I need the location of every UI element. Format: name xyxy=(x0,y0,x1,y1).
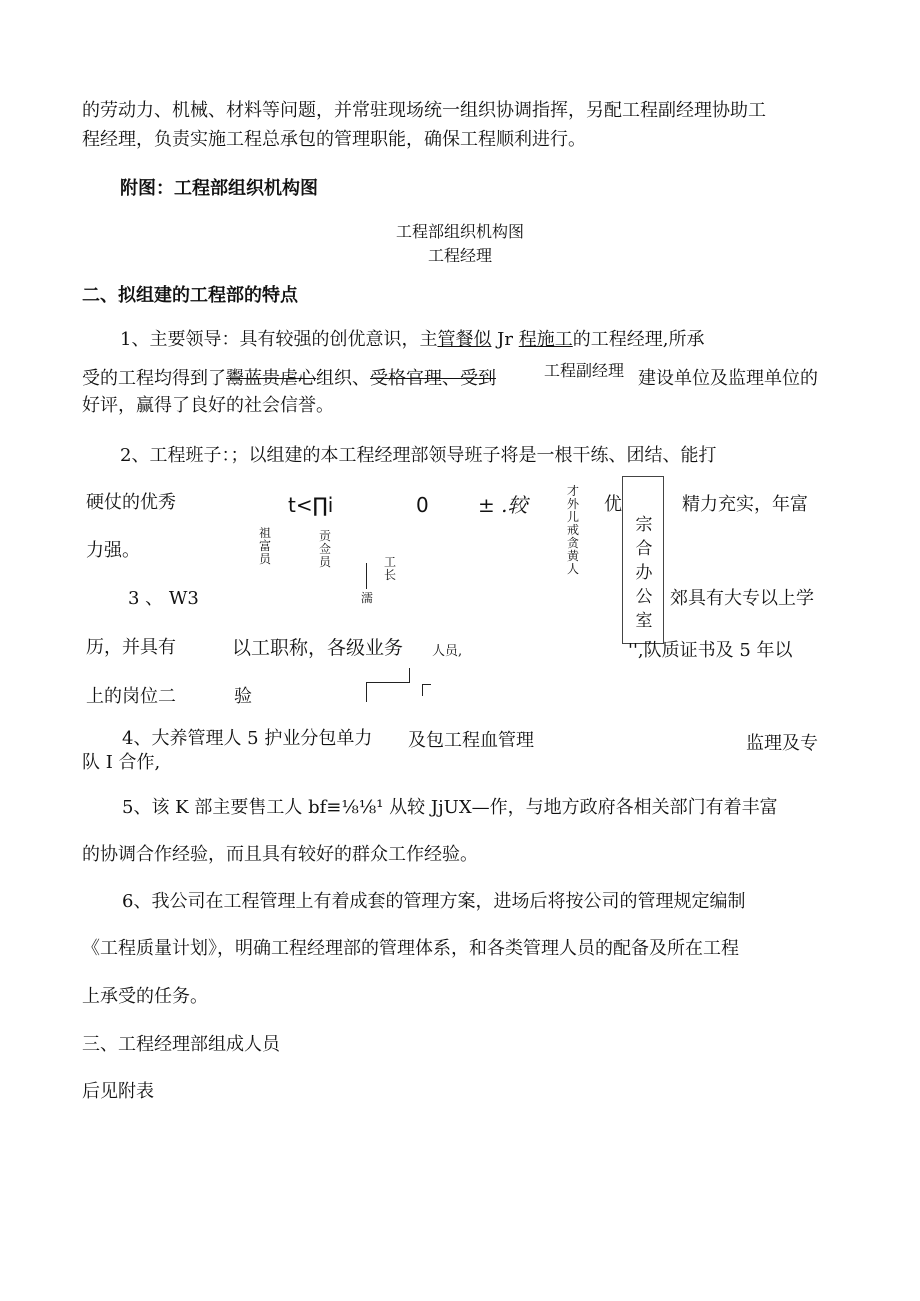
chart-deputy-role: 工程副经理 xyxy=(544,361,625,380)
p2-l2-e: 优 xyxy=(604,494,622,515)
intro-line-2: 程经理，负责实施工程总承包的管理职能，确保工程顺利进行。 xyxy=(82,129,586,150)
chart-branch-v1 xyxy=(366,682,367,702)
p1-l2-b: 组织、 xyxy=(316,368,370,389)
p1-line-2a xyxy=(82,366,496,392)
chart-branch-v2 xyxy=(409,668,410,683)
p4-l1-c: 监理及专 xyxy=(746,733,818,754)
chart-col-a: 祖富员 xyxy=(258,526,271,566)
p3-l2-b: 以工职称，各级业务 xyxy=(232,637,404,659)
p2-l2-a: 硬仗的优秀 xyxy=(86,492,176,513)
chart-col-c: 工长 xyxy=(383,555,396,582)
p3-l3-b: 验 xyxy=(234,686,252,707)
p2-l2-f: 精力充实，年富 xyxy=(682,494,808,515)
p4-line-2: 队 I 合作, xyxy=(82,752,161,773)
section3-body: 后见附表 xyxy=(82,1081,154,1102)
p4-l1-b: 及包工程血管理 xyxy=(408,730,534,751)
p3-l2-a: 历，并具有 xyxy=(86,637,176,658)
p6-line-2: 《工程质量计划》，明确工程经理部的管理体系，和各类管理人员的配备及所在工程 xyxy=(82,938,739,959)
p1-text-a: 1、主要领导：具有较强的创优意识，主 xyxy=(120,329,438,350)
chart-branch-h2 xyxy=(422,684,431,685)
chart-title: 工程部组织机构图 xyxy=(395,222,524,241)
p5-line-2: 的协调合作经验，而且具有较好的群众工作经验。 xyxy=(82,844,478,865)
chart-branch-v3 xyxy=(422,684,423,696)
p4-l1-a: 4、大养管理人 5 护业分包单力 xyxy=(122,728,373,749)
section3-heading: 三、工程经理部组成人员 xyxy=(82,1034,280,1055)
p1-l2-c: 建设单位及监理单位的 xyxy=(638,368,818,389)
p1-line-3: 好评，赢得了良好的社会信誉。 xyxy=(82,395,334,416)
p1-text-b: Jr xyxy=(491,329,519,350)
p1-underline-1: 管餐似 xyxy=(437,329,492,350)
p1-text-c: 的工程经理,所承 xyxy=(572,329,705,350)
chart-col-e: 濡 xyxy=(360,591,373,605)
p5-line-1: 5、该 K 部主要售工人 bf≡⅛⅛¹ 从较 JjUX—作，与地方政府各相关部门有着丰富 xyxy=(122,797,778,818)
p3-l1-b: 郊具有大专以上学 xyxy=(670,588,814,609)
p2-l2-d: ± .较 xyxy=(478,493,528,517)
intro-line-1: 的劳动力、机械、材料等问题，并常驻现场统一组织协调指挥，另配工程副经理协助工 xyxy=(82,100,766,121)
chart-col-d: 才外儿戒贪黄人 xyxy=(566,484,579,576)
p1-strike-1: 鬻蓝贵虐心 xyxy=(226,368,316,389)
p6-line-3: 上承受的任务。 xyxy=(82,986,208,1007)
section2-heading: 二、拟组建的工程部的特点 xyxy=(82,285,298,306)
p3-l2-c: 人员, xyxy=(432,644,463,659)
chart-side-box-label: 宗合办公室 xyxy=(635,515,653,631)
p3-l1-a: 3 、 W3 xyxy=(128,588,199,609)
chart-side-box xyxy=(622,476,664,644)
p1-line-1 xyxy=(120,327,704,353)
chart-branch-h xyxy=(366,682,410,683)
appendix-heading: 附图：工程部组织机构图 xyxy=(120,178,318,199)
chart-connector-line xyxy=(366,563,367,589)
p1-l2-a: 受的工程均得到了 xyxy=(82,368,226,389)
chart-top-role: 工程经理 xyxy=(427,246,492,265)
p2-line-3: 力强。 xyxy=(86,540,140,561)
p3-l2-d: '',队质证书及 5 年以 xyxy=(628,640,793,661)
p2-line-1: 2、工程班子：；以组建的本工程经理部领导班子将是一根干练、团结、能打 xyxy=(120,445,717,466)
p2-l2-c: 0 xyxy=(416,493,429,517)
p3-l3-a: 上的岗位二 xyxy=(86,686,176,707)
p6-line-1: 6、我公司在工程管理上有着成套的管理方案，进场后将按公司的管理规定编制 xyxy=(122,891,746,912)
p1-strike-2: 受格官理、受到 xyxy=(370,368,496,389)
p1-underline-2: 程施工 xyxy=(518,329,573,350)
p2-l2-b: t<∏i xyxy=(288,493,334,517)
chart-col-b: 贡佥员 xyxy=(318,529,331,569)
